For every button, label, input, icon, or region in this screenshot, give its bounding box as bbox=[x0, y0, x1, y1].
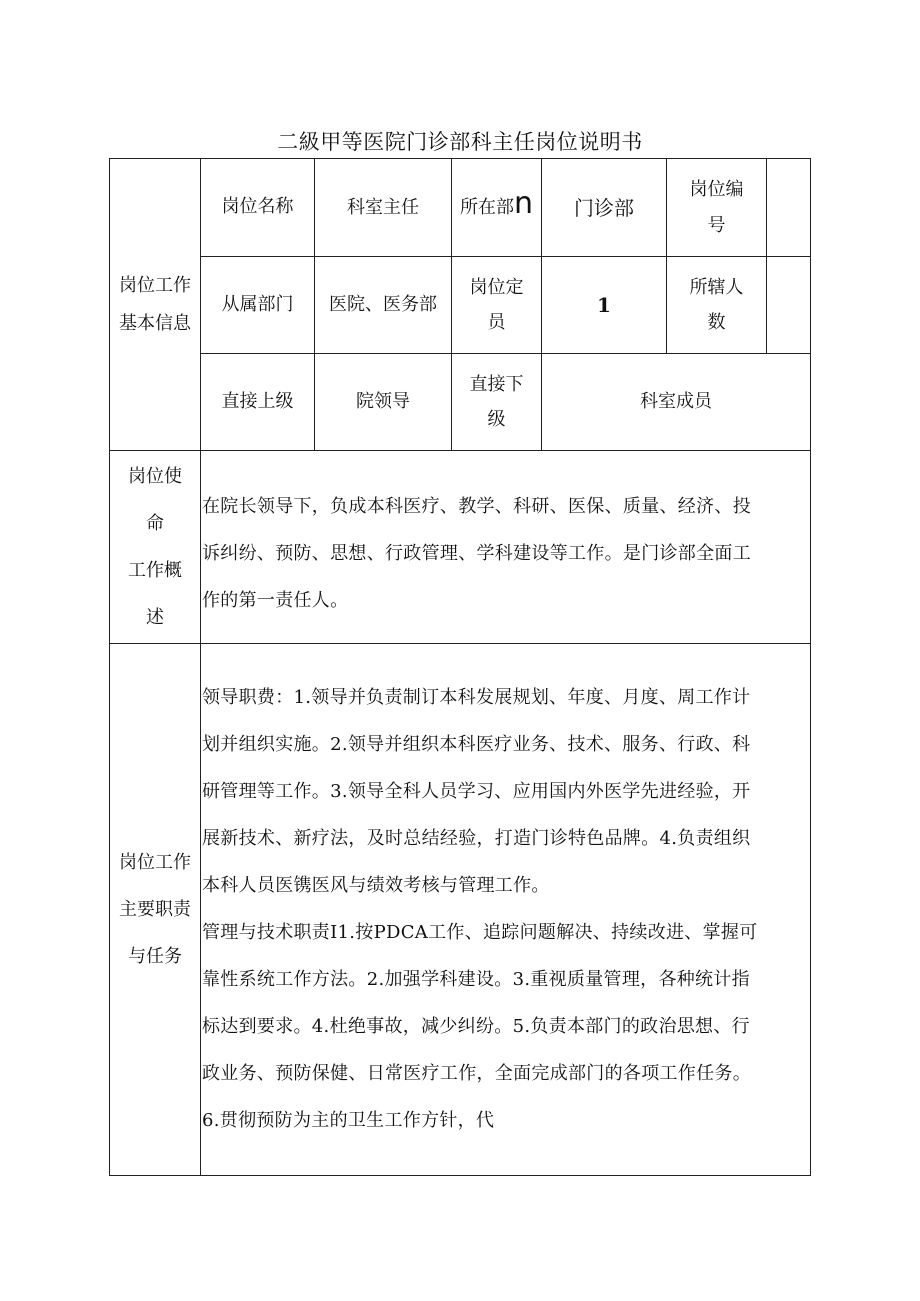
subordinate-value: 科室成员 bbox=[640, 391, 712, 413]
mission-label-line3: 工作概 bbox=[128, 560, 182, 581]
duties-label-line1: 岗位工作 bbox=[119, 852, 191, 873]
post-no-label-line1: 岗位编 bbox=[689, 179, 744, 201]
table-border-right bbox=[810, 158, 811, 1176]
basic-info-label-line1: 岗位工作 bbox=[119, 275, 191, 297]
post-no-label bbox=[667, 159, 766, 256]
duties-line: 管理与技术职责I1.按PDCA工作、追踪问题解决、持续改进、掌握可 bbox=[202, 922, 758, 943]
post-name-label: 岗位名称 bbox=[221, 195, 294, 217]
quota-label-line2: 员 bbox=[487, 312, 506, 333]
mission-label bbox=[110, 451, 200, 643]
duties-line: 领导职费：1.领导并负责制订本科发展规划、年度、月度、周工作计 bbox=[202, 687, 751, 708]
duties-label bbox=[110, 644, 200, 1175]
dept-value: 门诊部 bbox=[574, 195, 634, 220]
quota-label bbox=[452, 257, 541, 353]
duties-line: 6.贯彻预防为主的卫生工作方针，代 bbox=[202, 1110, 495, 1131]
quota-value: 1 bbox=[597, 293, 611, 317]
divider-basic-bottom bbox=[109, 450, 811, 451]
duties-label-line2: 主要职责 bbox=[119, 899, 191, 920]
mission-label-line1: 岗位使 bbox=[128, 466, 182, 487]
duties-line: 展新技术、新疗法，及时总结经验，打造门诊特色品牌。4.负责组织 bbox=[202, 828, 751, 849]
table-border-bottom bbox=[109, 1175, 811, 1176]
mission-line: 诉纠纷、预防、思想、行政管理、学科建设等工作。是门诊部全面工 bbox=[202, 543, 751, 564]
subordinate-label-line2: 级 bbox=[487, 409, 506, 430]
page-title: 二級甲等医院门诊部科主任岗位说明书 bbox=[277, 130, 643, 154]
basic-info-label-line2: 基本信息 bbox=[119, 312, 191, 334]
staff-count-label-line2: 数 bbox=[707, 312, 726, 333]
mission-line: 在院长领导下，负成本科医疗、教学、科研、医保、质量、经济、投 bbox=[202, 496, 751, 517]
mission-text bbox=[202, 483, 809, 624]
staff-count-value bbox=[767, 257, 810, 353]
duties-line: 标达到要求。4.杜绝事故，减少纠纷。5.负责本部门的政治思想、行 bbox=[202, 1016, 750, 1037]
superior-label: 直接上级 bbox=[221, 391, 294, 413]
duties-line: 靠性系统工作方法。2.加强学科建设。3.重视质量管理，各种统计指 bbox=[202, 969, 750, 990]
mission-line: 作的第一责任人。 bbox=[202, 590, 349, 611]
affiliation-label: 从属部门 bbox=[221, 294, 294, 316]
mission-label-line4: 述 bbox=[146, 607, 164, 628]
duties-line: 研管理等工作。3.领导全科人员学习、应用国内外医学先进经验，开 bbox=[202, 781, 751, 802]
divider-mission-bottom bbox=[109, 643, 811, 644]
basic-info-label bbox=[110, 159, 200, 450]
dept-label bbox=[452, 159, 541, 256]
affiliation-value: 医院、医务部 bbox=[329, 294, 437, 316]
subordinate-label-line1: 直接下 bbox=[469, 373, 524, 395]
subordinate-label bbox=[452, 354, 541, 450]
post-name-value: 科室主任 bbox=[347, 196, 419, 218]
duties-line: 政业务、预防保健、日常医疗工作，全面完成部门的各项工作任务。 bbox=[202, 1063, 751, 1084]
duties-line: 划并组织实施。2.领导并组织本科医疗业务、技术、服务、行政、科 bbox=[202, 734, 751, 755]
dept-label-suffix: n bbox=[513, 185, 533, 221]
dept-label-text: 所在部 bbox=[459, 196, 514, 218]
post-no-label-line2: 号 bbox=[707, 214, 726, 236]
superior-value: 院领导 bbox=[356, 391, 410, 413]
duties-label-line3: 与任务 bbox=[128, 946, 182, 967]
mission-label-line2: 命 bbox=[146, 513, 164, 534]
duties-text bbox=[202, 674, 809, 1144]
staff-count-label-line1: 所辖人 bbox=[689, 276, 744, 298]
duties-line: 本科人员医镌医风与绩效考核与管理工作。 bbox=[202, 875, 550, 896]
staff-count-label bbox=[667, 257, 766, 353]
quota-label-line1: 岗位定 bbox=[469, 276, 524, 298]
post-no-value bbox=[767, 159, 810, 256]
